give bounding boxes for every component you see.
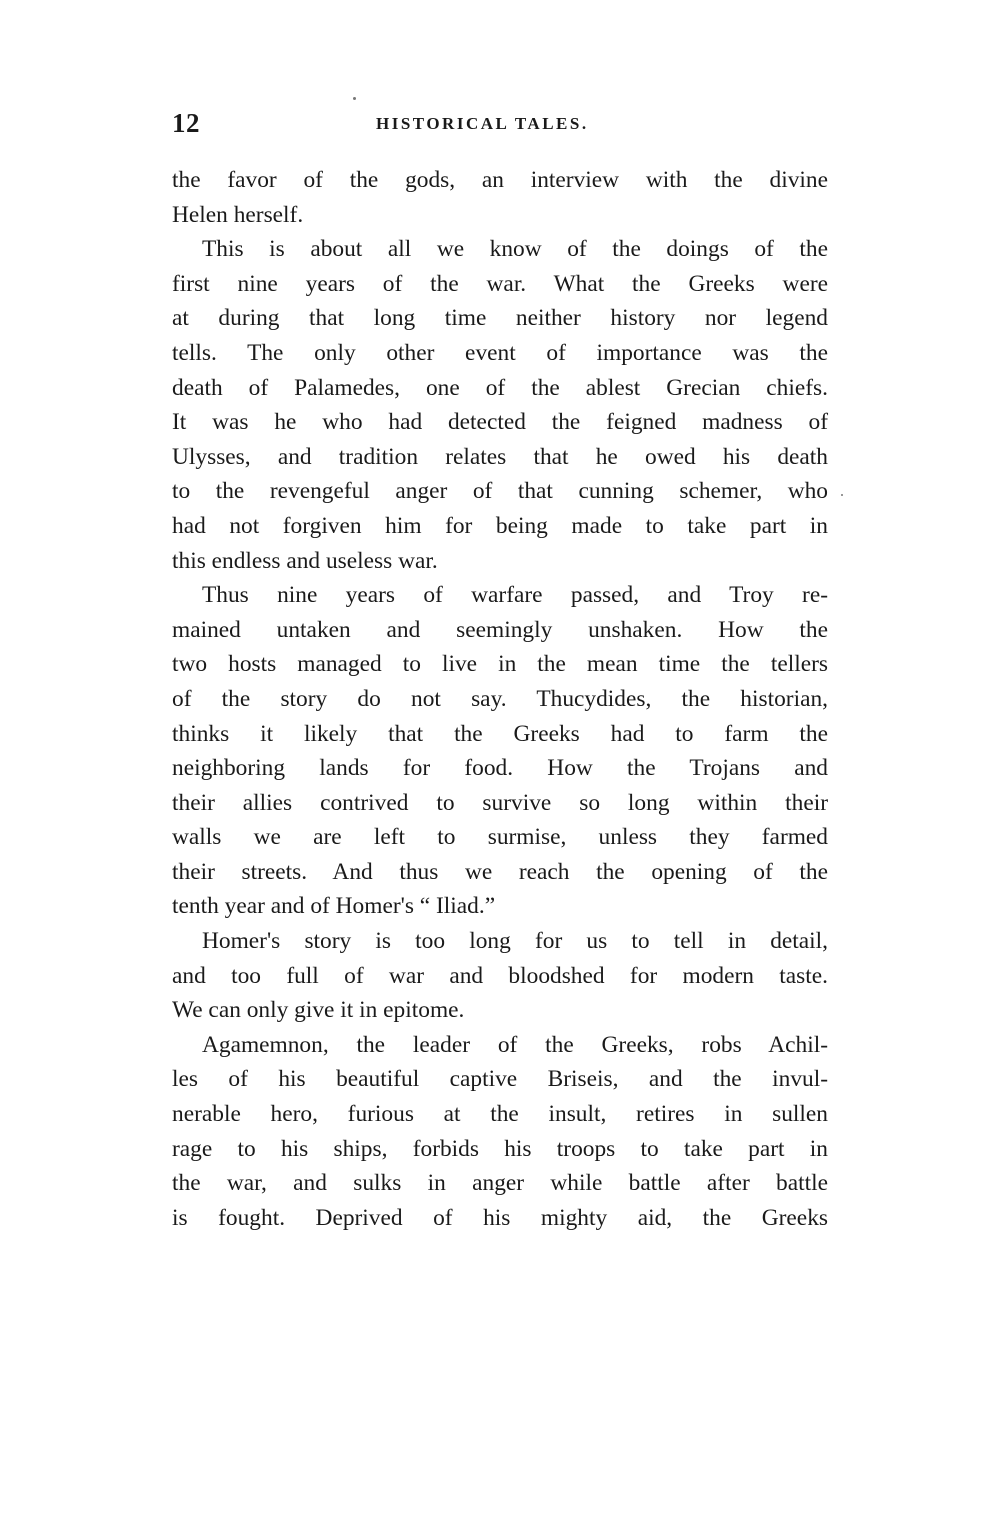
text-line: first nine years of the war. What the Greeks were: [172, 270, 828, 297]
text-line: walls we are left to surmise, unless they farmed: [172, 824, 828, 851]
text-line: We can only give it in epitome.: [172, 997, 465, 1024]
page-number: 12: [172, 108, 200, 138]
running-head: [172, 106, 830, 140]
text-line: Helen herself.: [172, 201, 304, 228]
text-line: mained untaken and seemingly unshaken. How the: [172, 616, 828, 643]
print-speck: [353, 97, 356, 100]
text-line: at during that long time neither history nor legend: [172, 305, 828, 332]
text-line: death of Palamedes, one of the ablest Grecian chiefs.: [172, 374, 828, 401]
text-line: the favor of the gods, an interview with the divine: [172, 167, 828, 193]
body-text: [172, 163, 828, 1235]
text-line: their allies contrived to survive so long within their: [172, 789, 828, 816]
text-line: to the revengeful anger of that cunning schemer, who: [172, 478, 828, 505]
paragraph-start-line: Homer's story is too long for us to tell in detail,: [202, 928, 828, 955]
text-line: and too full of war and bloodshed for modern taste.: [172, 962, 828, 989]
text-line: Ulysses, and tradition relates that he owed his death: [172, 443, 828, 470]
text-line: nerable hero, furious at the insult, retires in sullen: [172, 1101, 828, 1128]
text-line: It was he who had detected the feigned madness of: [172, 409, 828, 436]
text-line: of the story do not say. Thucydides, the historian,: [172, 685, 828, 712]
text-line: tenth year and of Homer's “ Iliad.”: [172, 893, 496, 920]
text-line: thinks it likely that the Greeks had to farm the: [172, 720, 828, 747]
text-line: neighboring lands for food. How the Trojans and: [172, 755, 828, 782]
paragraph-start-line: This is about all we know of the doings of the: [202, 236, 828, 263]
text-line: the war, and sulks in anger while battle after battle: [172, 1170, 828, 1197]
text-line: tells. The only other event of importance was the: [172, 339, 828, 366]
text-line: this endless and useless war.: [172, 547, 438, 574]
text-line: les of his beautiful captive Briseis, and the invul-: [172, 1066, 828, 1093]
paragraph-start-line: Agamemnon, the leader of the Greeks, robs Achil-: [202, 1031, 828, 1058]
text-line: is fought. Deprived of his mighty aid, the Greeks: [172, 1204, 828, 1231]
text-line: rage to his ships, forbids his troops to take part in: [172, 1135, 828, 1162]
print-speck: [841, 494, 843, 496]
text-line: had not forgiven him for being made to take part in: [172, 512, 828, 539]
paragraph-start-line: Thus nine years of warfare passed, and Troy re-: [202, 582, 828, 609]
text-line: two hosts managed to live in the mean time the tellers: [172, 651, 828, 678]
text-line: their streets. And thus we reach the opening of the: [172, 858, 828, 885]
running-title: HISTORICAL TALES.: [376, 114, 589, 133]
